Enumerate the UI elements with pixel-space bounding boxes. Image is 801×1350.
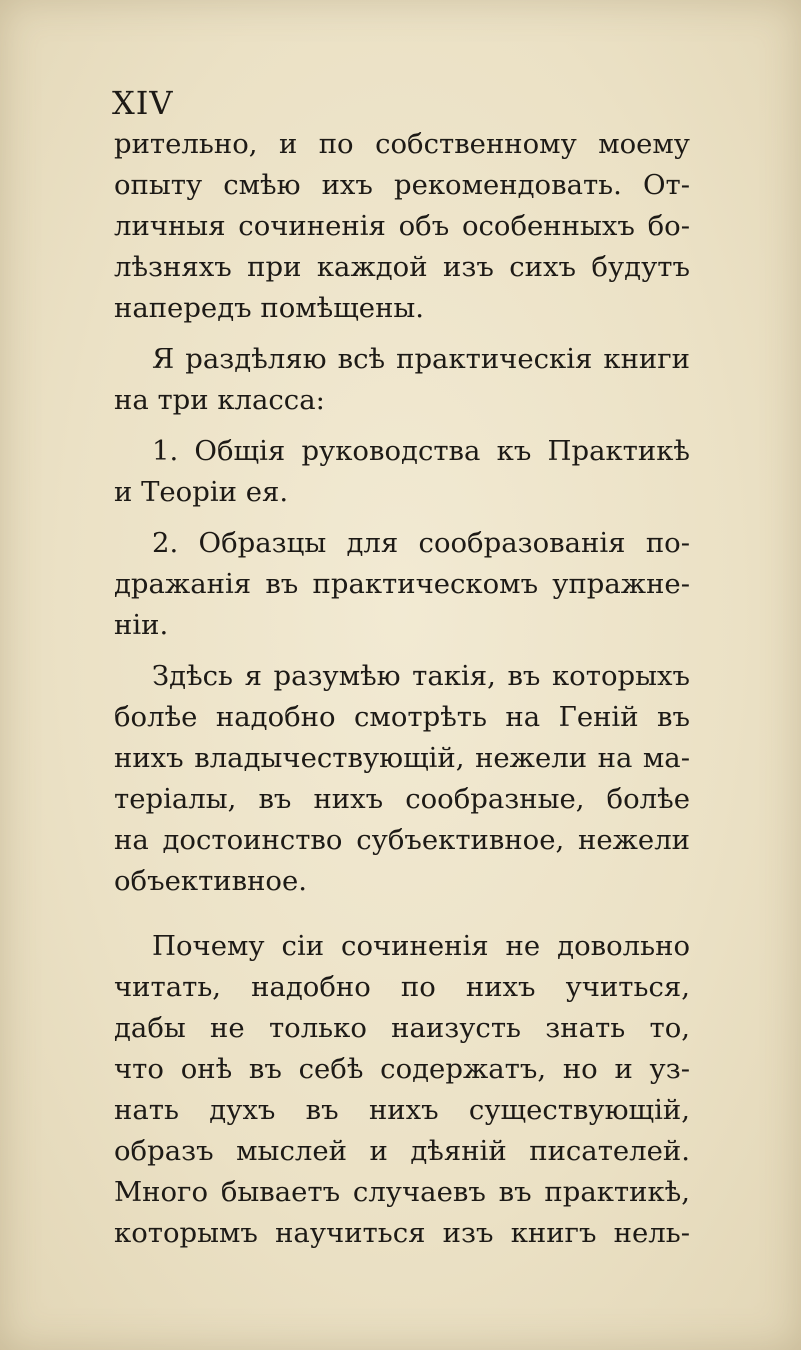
text-line: болѣе надобно смотрѣть на Геній въ	[114, 701, 690, 733]
text-line: теріалы, въ нихъ сообразные, болѣе	[114, 783, 690, 815]
text-line: дабы не только наизусть знать то,	[114, 1012, 690, 1044]
text-line: нихъ владычествующій, нежели на ма-	[114, 742, 690, 774]
text-line: образъ мыслей и дѣяній писателей.	[114, 1135, 690, 1167]
list-item-2-line: 2. Образцы для сообразованія по-	[152, 527, 690, 559]
paragraph-start-line: Здѣсь я разумѣю такія, въ которыхъ	[152, 660, 690, 692]
text-line: напередъ помѣщены.	[114, 292, 425, 324]
text-line: ніи.	[114, 609, 169, 641]
text-line: рительно, и по собственному моему	[114, 128, 690, 160]
list-item-1-line: 1. Общія руководства къ Практикѣ	[152, 435, 690, 467]
text-line: и Теоріи ея.	[114, 476, 289, 508]
page-number: XIV	[112, 84, 174, 122]
text-line: дражанія въ практическомъ упражне-	[114, 568, 690, 600]
text-line: лѣзняхъ при каждой изъ сихъ будутъ	[114, 251, 690, 283]
text-line: Много бываетъ случаевъ въ практикѣ,	[114, 1176, 690, 1208]
text-line: которымъ научиться изъ книгъ нель-	[114, 1217, 690, 1249]
text-line: опыту смѣю ихъ рекомендовать. От-	[114, 169, 690, 201]
text-line: личныя сочиненія объ особенныхъ бо-	[114, 210, 690, 242]
text-line: читать, надобно по нихъ учиться,	[114, 971, 690, 1003]
text-line: нать духъ въ нихъ существующій,	[114, 1094, 690, 1126]
body-text	[114, 124, 690, 1254]
paragraph-start-line: Почему сіи сочиненія не довольно	[152, 930, 690, 962]
paragraph-start-line: Я раздѣляю всѣ практическія книги	[152, 343, 690, 375]
text-line: что онѣ въ себѣ содержатъ, но и уз-	[114, 1053, 690, 1085]
text-line: на достоинство субъективное, нежели	[114, 824, 690, 856]
text-line: объективное.	[114, 865, 307, 897]
text-line: на три класса:	[114, 384, 325, 416]
